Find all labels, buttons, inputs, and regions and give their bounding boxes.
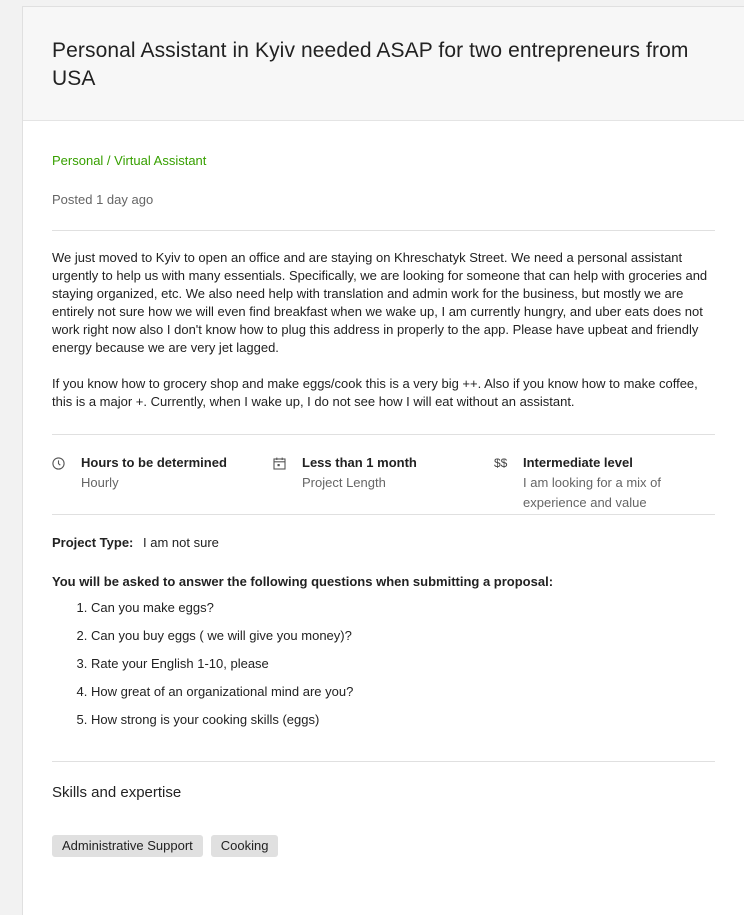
feature-title: Less than 1 month [302, 455, 417, 470]
question-item: 4. How great of an organizational mind are you? [91, 678, 715, 706]
project-type-label: Project Type: [52, 535, 134, 550]
divider [52, 761, 715, 762]
description-paragraph: If you know how to grocery shop and make eggs/cook this is a very big ++. Also if you know how to make coffee, this is a major +. Currently, when I wake up, I do not see how I will eat without an assistant. [52, 376, 698, 409]
posted-time: Posted 1 day ago [52, 192, 154, 207]
question-item: 5. How strong is your cooking skills (eggs) [91, 706, 715, 734]
feature-title: Hours to be determined [81, 455, 227, 470]
job-header [23, 7, 744, 121]
job-title: Personal Assistant in Kyiv needed ASAP for two entrepreneurs from USA [52, 39, 689, 90]
question-item: 1. Can you make eggs? [91, 594, 715, 622]
question-item: 3. Rate your English 1-10, please [91, 650, 715, 678]
divider [52, 230, 715, 231]
question-item: 2. Can you buy eggs ( we will give you money)? [91, 622, 715, 650]
clock-icon [52, 454, 81, 514]
divider [52, 514, 715, 515]
skill-tag[interactable]: Cooking [211, 835, 279, 857]
project-type [52, 534, 715, 552]
questions-intro: You will be asked to answer the following questions when submitting a proposal: [52, 574, 554, 589]
dollar-icon: $$ [494, 456, 508, 470]
skills-heading: Skills and expertise [52, 784, 182, 801]
project-type-value: I am not sure [143, 535, 219, 550]
skills-tags [52, 835, 715, 857]
feature-length [273, 454, 494, 514]
job-body [23, 153, 744, 857]
job-card [22, 6, 744, 915]
job-description [52, 249, 715, 411]
feature-hours [52, 454, 273, 514]
feature-level [494, 454, 715, 514]
feature-subtitle: Project Length [302, 475, 386, 490]
description-paragraph: We just moved to Kyiv to open an office and are staying on Khreschatyk Street. We need a personal assistant urgently to help us with many essentials. Specifically, we are looking for someone that can help with groceries and staying organized, etc. We also need help with translation and admin work for the business, but mostly we are entirely not sure how we will even find breakfast when we wake up, I am currently hungry, and uber eats does not work right now also I don't know how to plug this address in properly to the app. Please have upbeat and friendly energy because we are very jet lagged. [52, 250, 708, 355]
feature-subtitle: Hourly [81, 475, 119, 490]
calendar-icon [273, 454, 302, 514]
feature-subtitle: I am looking for a mix of experience and value [523, 475, 661, 510]
job-features [52, 435, 715, 514]
feature-title: Intermediate level [523, 455, 633, 470]
skill-tag[interactable]: Administrative Support [52, 835, 203, 857]
job-category-link[interactable]: Personal / Virtual Assistant [52, 153, 207, 168]
questions-list [52, 594, 715, 734]
